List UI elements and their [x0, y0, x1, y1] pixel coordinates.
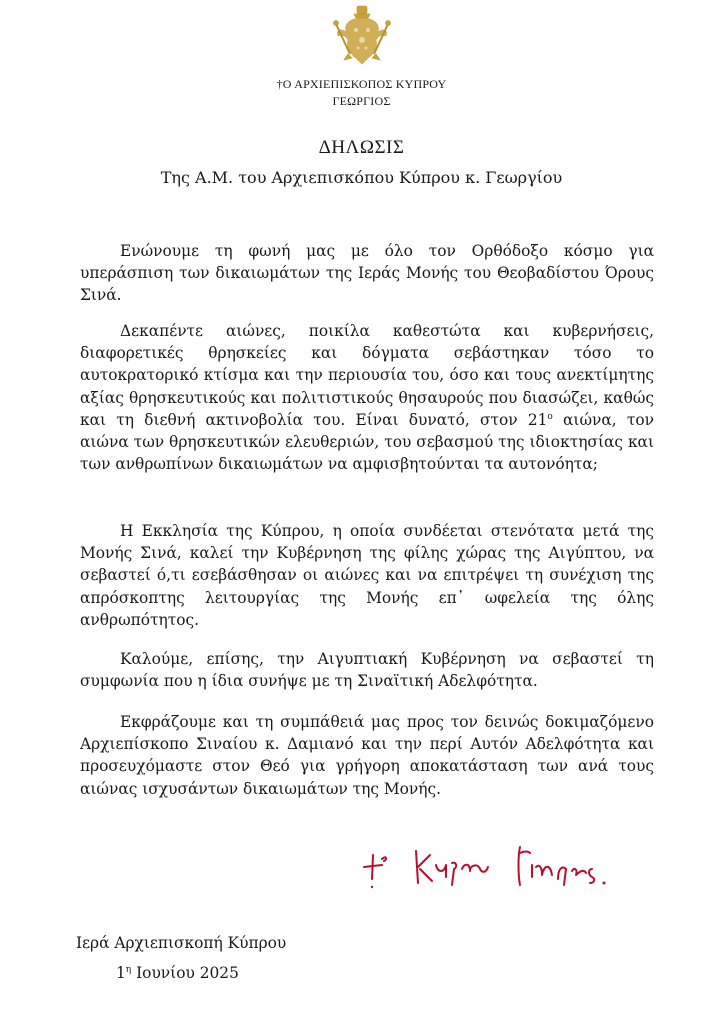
date-suffix: η	[125, 965, 132, 975]
paragraph-5	[80, 711, 654, 800]
document-subtitle: Της Α.Μ. του Αρχιεπισκόπου Κύπρου κ. Γεωργίου	[160, 168, 563, 187]
paragraph-3	[80, 520, 654, 631]
issuing-place: Ιερά Αρχιεπισκοπή Κύπρου	[76, 934, 287, 952]
paragraph-2	[80, 320, 654, 475]
document-title: ΔΗΛΩΣΙΣ	[318, 137, 405, 158]
paragraph-text-tail: αιώνα, τον αιώνα των θρησκευτικών ελευθεριών, του σεβασμού της ιδιοκτησίας και των ανθρωπίνων δικαιωμάτων να αμφισβητούνται τα αυτονόητα;	[80, 410, 654, 474]
paragraph-text: Ενώνουμε τη φωνή μας με όλο τον Ορθόδοξο κόσμο για υπεράσπιση των δικαιωμάτων της Ιεράς Μονής του Θεοβαδίστου Όρους Σινά.	[80, 242, 654, 305]
paragraph-4	[80, 648, 654, 692]
century-number: 21	[527, 410, 548, 429]
issuer-name: ΓΕΩΡΓΙΟΣ	[332, 94, 391, 108]
date-day: 1	[116, 964, 126, 982]
date-rest: Ιουνίου 2025	[131, 964, 239, 982]
issue-date	[116, 964, 239, 982]
issuer-title: †Ο ΑΡΧΙΕΠΙΣΚΟΠΟΣ ΚΥΠΡΟΥ	[276, 77, 447, 91]
paragraph-text: Καλούμε, επίσης, την Αιγυπτιακή Κυβέρνηση να σεβαστεί τη συμφωνία που η ίδια συνήψε με τη Σιναϊτική Αδελφότητα.	[80, 650, 654, 691]
handwritten-signature-icon	[360, 845, 620, 895]
paragraph-text-head: Δεκαπέντε αιώνες, ποικίλα καθεστώτα και κυβερνήσεις, διαφορετικές θρησκείες και δόγματα σεβάστηκαν τόσο το αυτοκρατορικό κτίσμα και την περιουσία του, όσο και τους ανεκτίμητης αξίας θρησκευτικούς και πολιτιστικούς θησαυρούς που διασώζει, καθώς και τη διεθνή ακτινοβολία του. Είναι δυνατό, στον	[80, 322, 654, 429]
paragraph-text: Η Εκκλησία της Κύπρου, η οποία συνδέεται στενότατα μετά της Μονής Σινά, καλεί την Κυβέρνηση της φίλης χώρας της Αιγύπτου, να σεβαστεί ό,τι εσεβάσθησαν οι αιώνες και να επιτρέψει τη συνέχιση της απρόσκοπτης λειτουργίας της Μονής επ᾽ ωφελεία της όλης ανθρωπότητος.	[80, 522, 654, 629]
century-suffix: ο	[547, 411, 553, 422]
paragraph-text	[80, 320, 654, 475]
paragraph-1	[80, 240, 654, 307]
double-headed-eagle-emblem-icon	[326, 4, 398, 68]
paragraph-text: Εκφράζουμε και τη συμπάθειά μας προς τον δεινώς δοκιμαζόμενο Αρχιεπίσκοπο Σιναίου κ. Δαμιανό και την περί Αυτόν Αδελφότητα και προσευχόμαστε στον Θεό για γρήγορη αποκατάσταση των ανά τους αιώνας ισχυσάντων δικαιωμάτων της Μονής.	[80, 713, 654, 798]
